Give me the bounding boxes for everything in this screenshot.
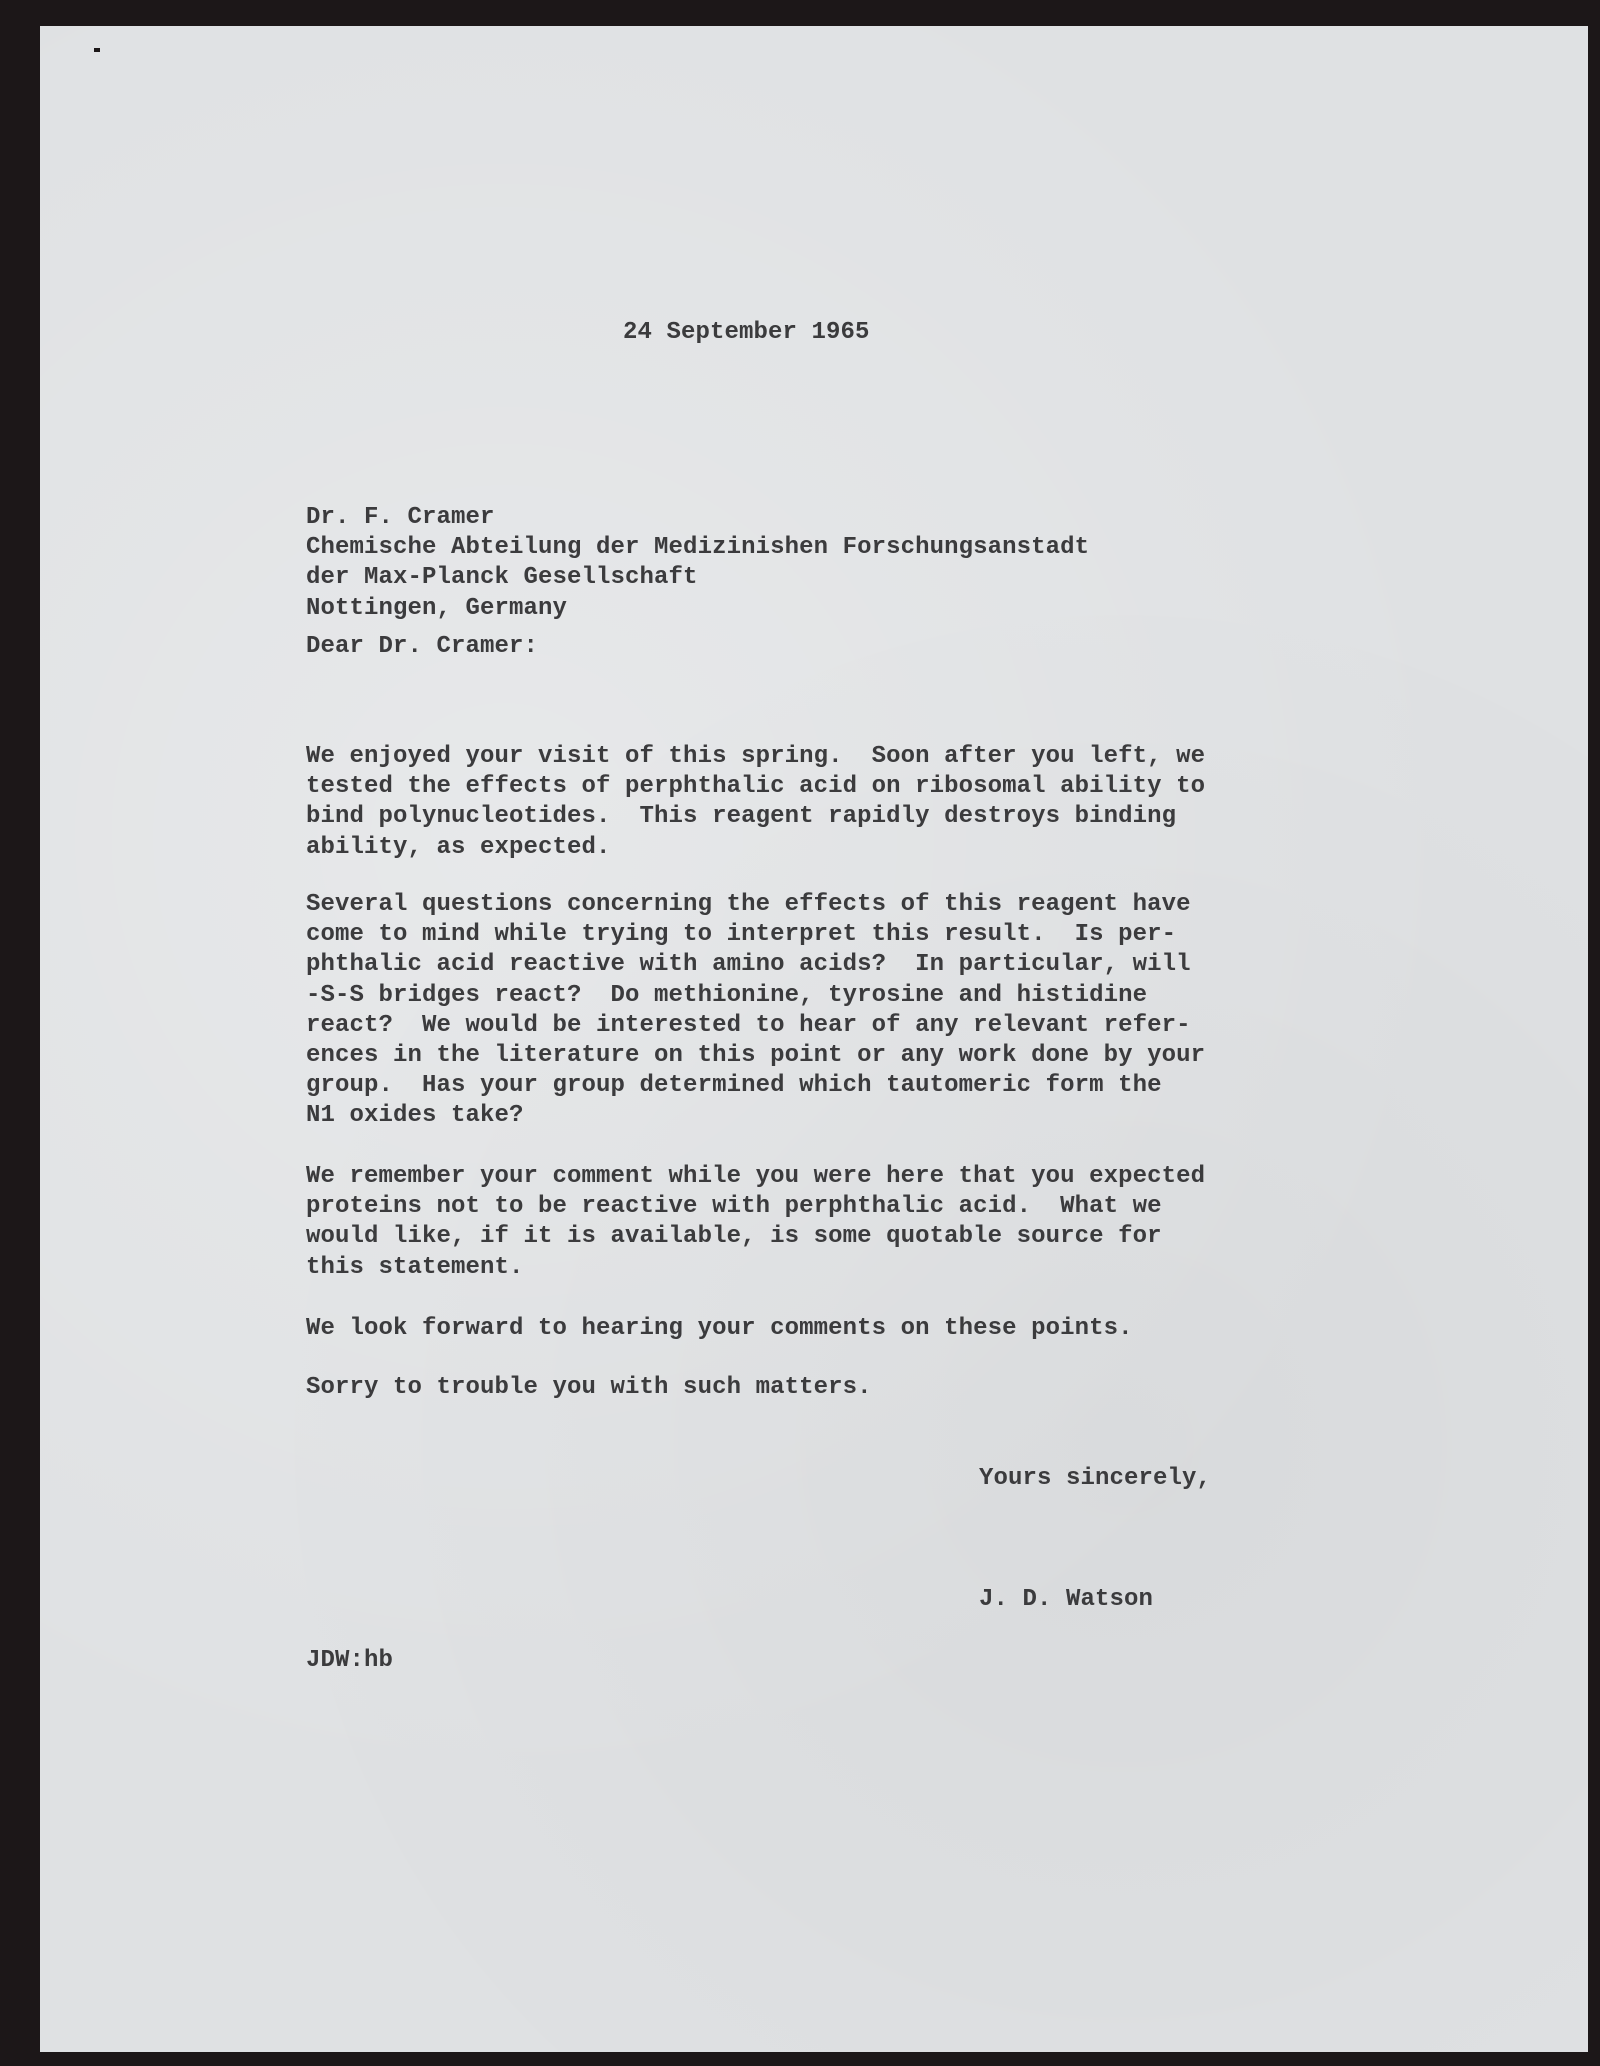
text-line: this statement. [306,1253,524,1281]
paragraph-1 [306,742,1205,863]
text-line: Sorry to trouble you with such matters. [306,1374,872,1401]
address-line: Nottingen, Germany [306,594,568,622]
closing: Yours sincerely, [979,1465,1212,1492]
text-line: bind polynucleotides. This reagent rapidly destroys binding [306,803,1177,831]
text-line: react? We would be interested to hear of any relevant refer- [306,1011,1191,1039]
text-line: We remember your comment while you were here that you expected [306,1163,1206,1190]
text-line: would like, if it is available, is some quotable source for [306,1223,1162,1251]
text-line: proteins not to be reactive with perphthalic acid. What we [306,1193,1162,1221]
address-line: Chemische Abteilung der Medizinishen Forschungsanstadt [306,534,1090,562]
text-line: phthalic acid reactive with amino acids? In particular, will [306,951,1191,979]
text-line: N1 oxides take? [306,1102,524,1130]
paragraph-5 [306,1373,872,1403]
text-line: ences in the literature on this point or any work done by your [306,1041,1206,1069]
paragraph-2 [306,890,1205,1132]
address-line: der Max-Planck Gesellschaft [306,564,698,592]
page-corner-mark [94,48,100,52]
text-line: We look forward to hearing your comments on these points. [306,1315,1133,1342]
text-line: come to mind while trying to interpret this result. Is per- [306,921,1177,949]
address-line: Dr. F. Cramer [306,504,495,531]
reference-initials: JDW:hb [306,1647,394,1674]
text-line: -S-S bridges react? Do methionine, tyrosine and histidine [306,981,1148,1009]
paragraph-4 [306,1314,1133,1344]
text-line: tested the effects of perphthalic acid on ribosomal ability to [306,773,1206,801]
letter-date: 24 September 1965 [623,319,870,346]
text-line: ability, as expected. [306,833,611,861]
salutation: Dear Dr. Cramer: [306,633,539,660]
text-line: We enjoyed your visit of this spring. Soon after you left, we [306,743,1206,770]
text-line: Several questions concerning the effects of this reagent have [306,891,1191,918]
paragraph-3 [306,1162,1205,1283]
signature-name: J. D. Watson [979,1586,1154,1613]
recipient-address [306,503,1089,624]
text-line: group. Has your group determined which tautomeric form the [306,1072,1162,1100]
